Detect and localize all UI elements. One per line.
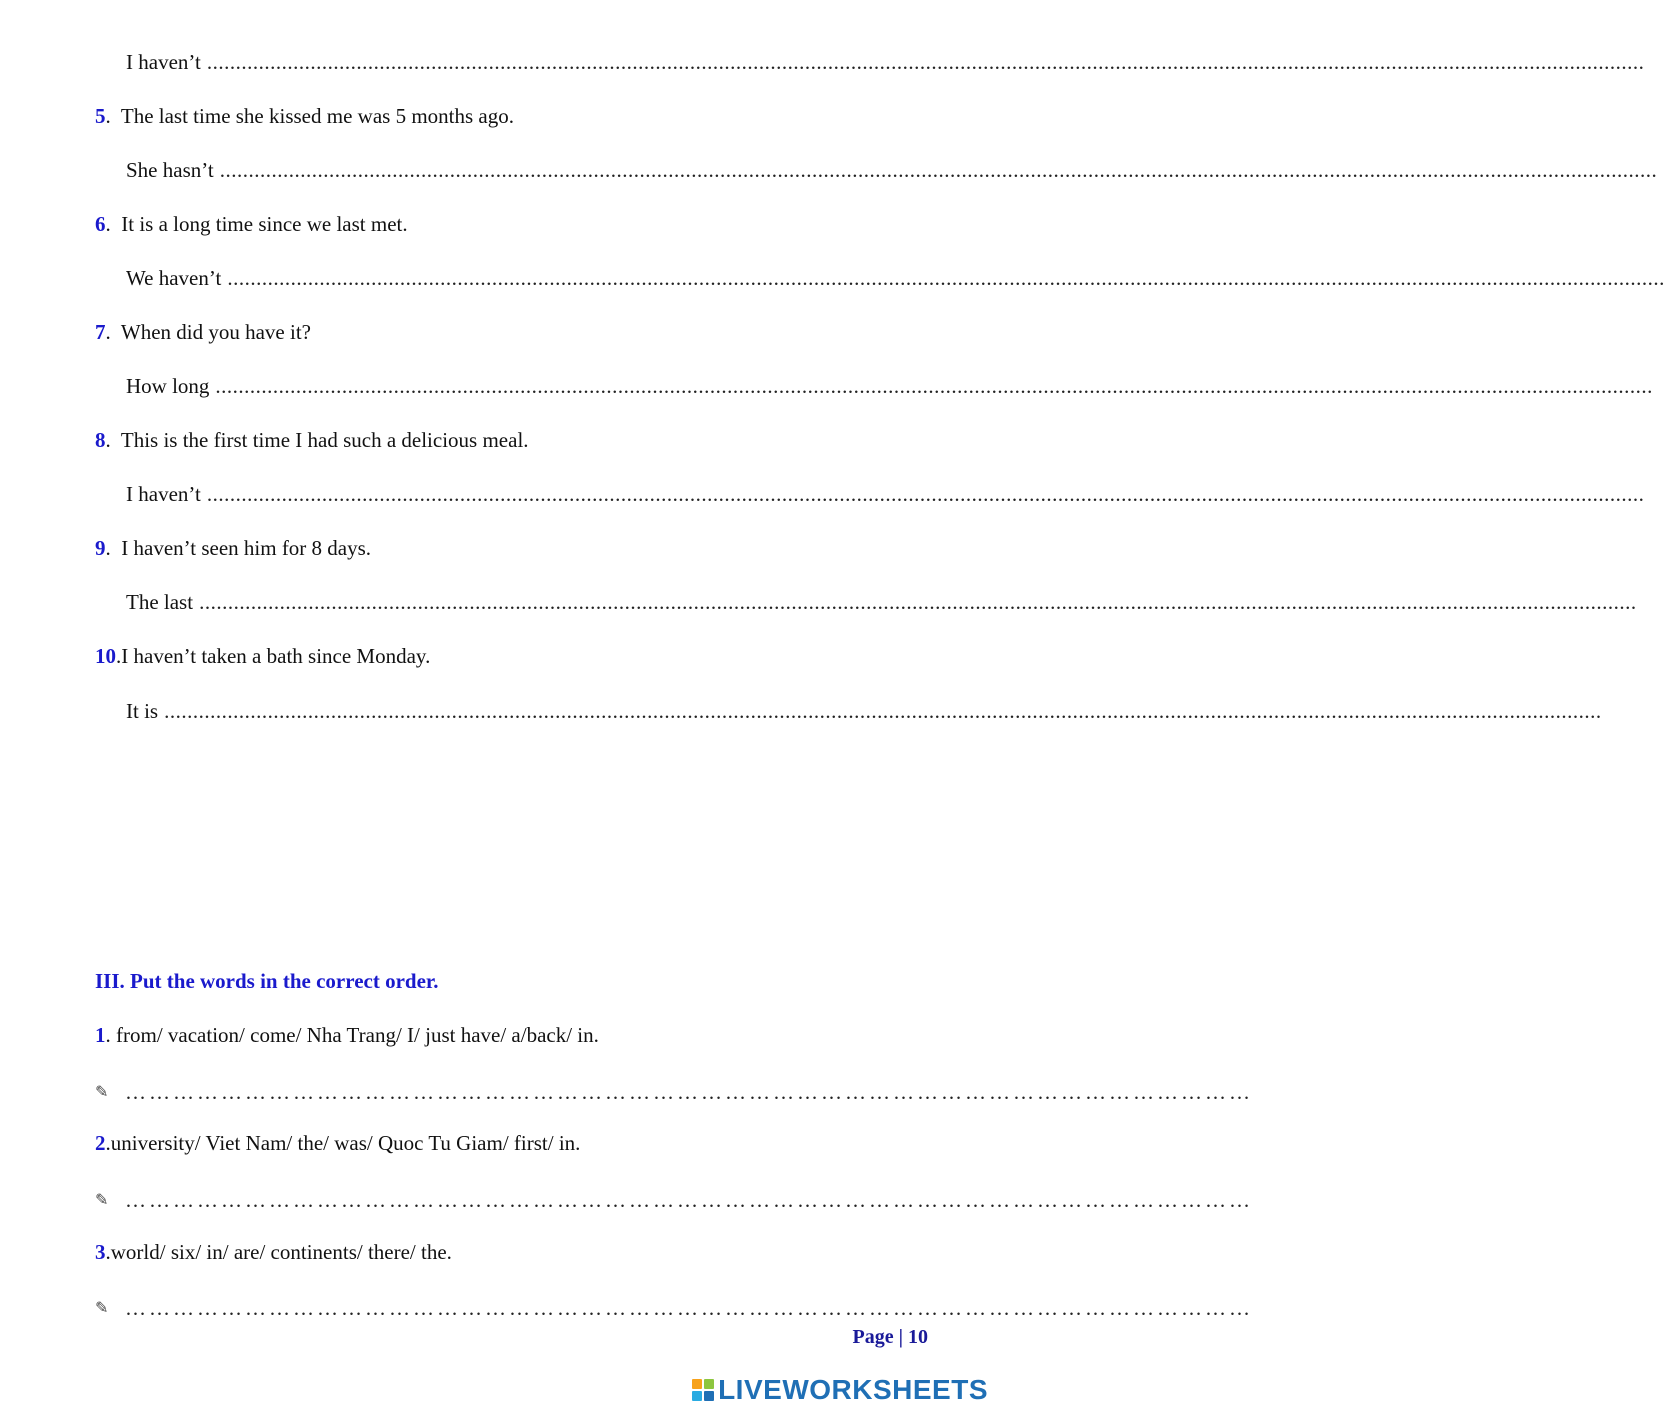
question-separator: . [105,1023,116,1047]
answer-line-5[interactable] [126,155,1658,185]
logo-square [704,1391,714,1401]
question-separator: . [105,1131,111,1155]
order-question-1 [95,1020,599,1050]
order-answer-line-3[interactable] [95,1293,1253,1323]
answer-stem: It is [126,699,159,723]
answer-stem: The last [126,590,194,614]
question-text: I haven’t seen him for 8 days. [121,536,372,560]
order-answer-line-2[interactable] [95,1185,1253,1215]
answer-stem: How long [126,374,210,398]
answer-stem: I haven’t [126,482,201,506]
question-text: I haven’t taken a bath since Monday. [121,644,431,668]
answer-line-8[interactable] [126,479,1645,509]
question-number: 9 [95,536,106,560]
liveworksheets-logo-icon [692,1379,714,1401]
pencil-icon: ✎ [95,1298,109,1317]
question-6: 6. It is a long time since we last met. [95,212,408,236]
question-number: 7 [95,320,106,344]
answer-blank[interactable]: …………………………………………………………………………………………………………………………… [125,1296,1253,1320]
pencil-icon: ✎ [95,1082,109,1101]
logo-square [692,1391,702,1401]
answer-blank[interactable]: .......................................................................................................................................................................................................................................................... [227,266,1665,290]
answer-stem: We haven’t [126,266,222,290]
logo-square [692,1379,702,1389]
answer-blank[interactable]: .......................................................................................................................................................................................................................................................... [199,590,1637,614]
answer-blank[interactable]: .......................................................................................................................................................................................................................................................... [219,158,1658,182]
question-10: 10.I haven’t taken a bath since Monday. [95,644,431,668]
answer-blank[interactable]: …………………………………………………………………………………………………………………………… [125,1188,1253,1212]
question-9: 9. I haven’t seen him for 8 days. [95,536,372,560]
question-text: The last time she kissed me was 5 months ago. [120,104,514,128]
question-number: 6 [95,212,106,236]
answer-stem: She hasn’t [126,158,214,182]
question-text: It is a long time since we last met. [121,212,408,236]
answer-blank[interactable]: …………………………………………………………………………………………………………………………… [125,1080,1253,1104]
question-number: 5 [95,104,106,128]
liveworksheets-brand[interactable] [692,1372,988,1408]
question-text: from/ vacation/ come/ Nha Trang/ I/ just have/ a/back/ in. [116,1023,599,1047]
section-title: III. Put the words in the correct order. [95,969,439,993]
order-question-3 [95,1237,452,1267]
question-8: 8. This is the first time I had such a delicious meal. [95,428,529,452]
question-5: 5. The last time she kissed me was 5 months ago. [95,104,514,128]
question-separator: . [105,1240,111,1264]
answer-blank[interactable]: .......................................................................................................................................................................................................................................................... [206,482,1645,506]
question-text: university/ Viet Nam/ the/ was/ Quoc Tu Giam/ first/ in. [110,1131,581,1155]
brand-name: LIVEWORKSHEETS [718,1374,988,1405]
question-7: 7. When did you have it? [95,320,311,344]
page-number: Page | 10 [852,1326,928,1348]
order-question-2 [95,1128,580,1158]
question-text: This is the first time I had such a delicious meal. [120,428,529,452]
answer-blank[interactable]: .......................................................................................................................................................................................................................................................... [164,699,1602,723]
question-text: When did you have it? [120,320,311,344]
question-text: world/ six/ in/ are/ continents/ there/ the. [110,1240,452,1264]
answer-blank[interactable]: .......................................................................................................................................................................................................................................................... [206,50,1645,74]
question-number: 2 [95,1131,106,1155]
answer-line-7[interactable] [126,371,1653,401]
question-number: 1 [95,1023,106,1047]
logo-square [704,1379,714,1389]
answer-line-6[interactable] [126,263,1665,293]
answer-line-10[interactable] [126,696,1602,726]
answer-line-4[interactable] [126,47,1645,77]
question-number: 10 [95,644,116,668]
answer-stem: I haven’t [126,50,201,74]
question-number: 3 [95,1240,106,1264]
pencil-icon: ✎ [95,1190,109,1209]
answer-line-9[interactable] [126,587,1637,617]
answer-blank[interactable]: .......................................................................................................................................................................................................................................................... [215,374,1653,398]
order-answer-line-1[interactable] [95,1077,1253,1107]
question-number: 8 [95,428,106,452]
